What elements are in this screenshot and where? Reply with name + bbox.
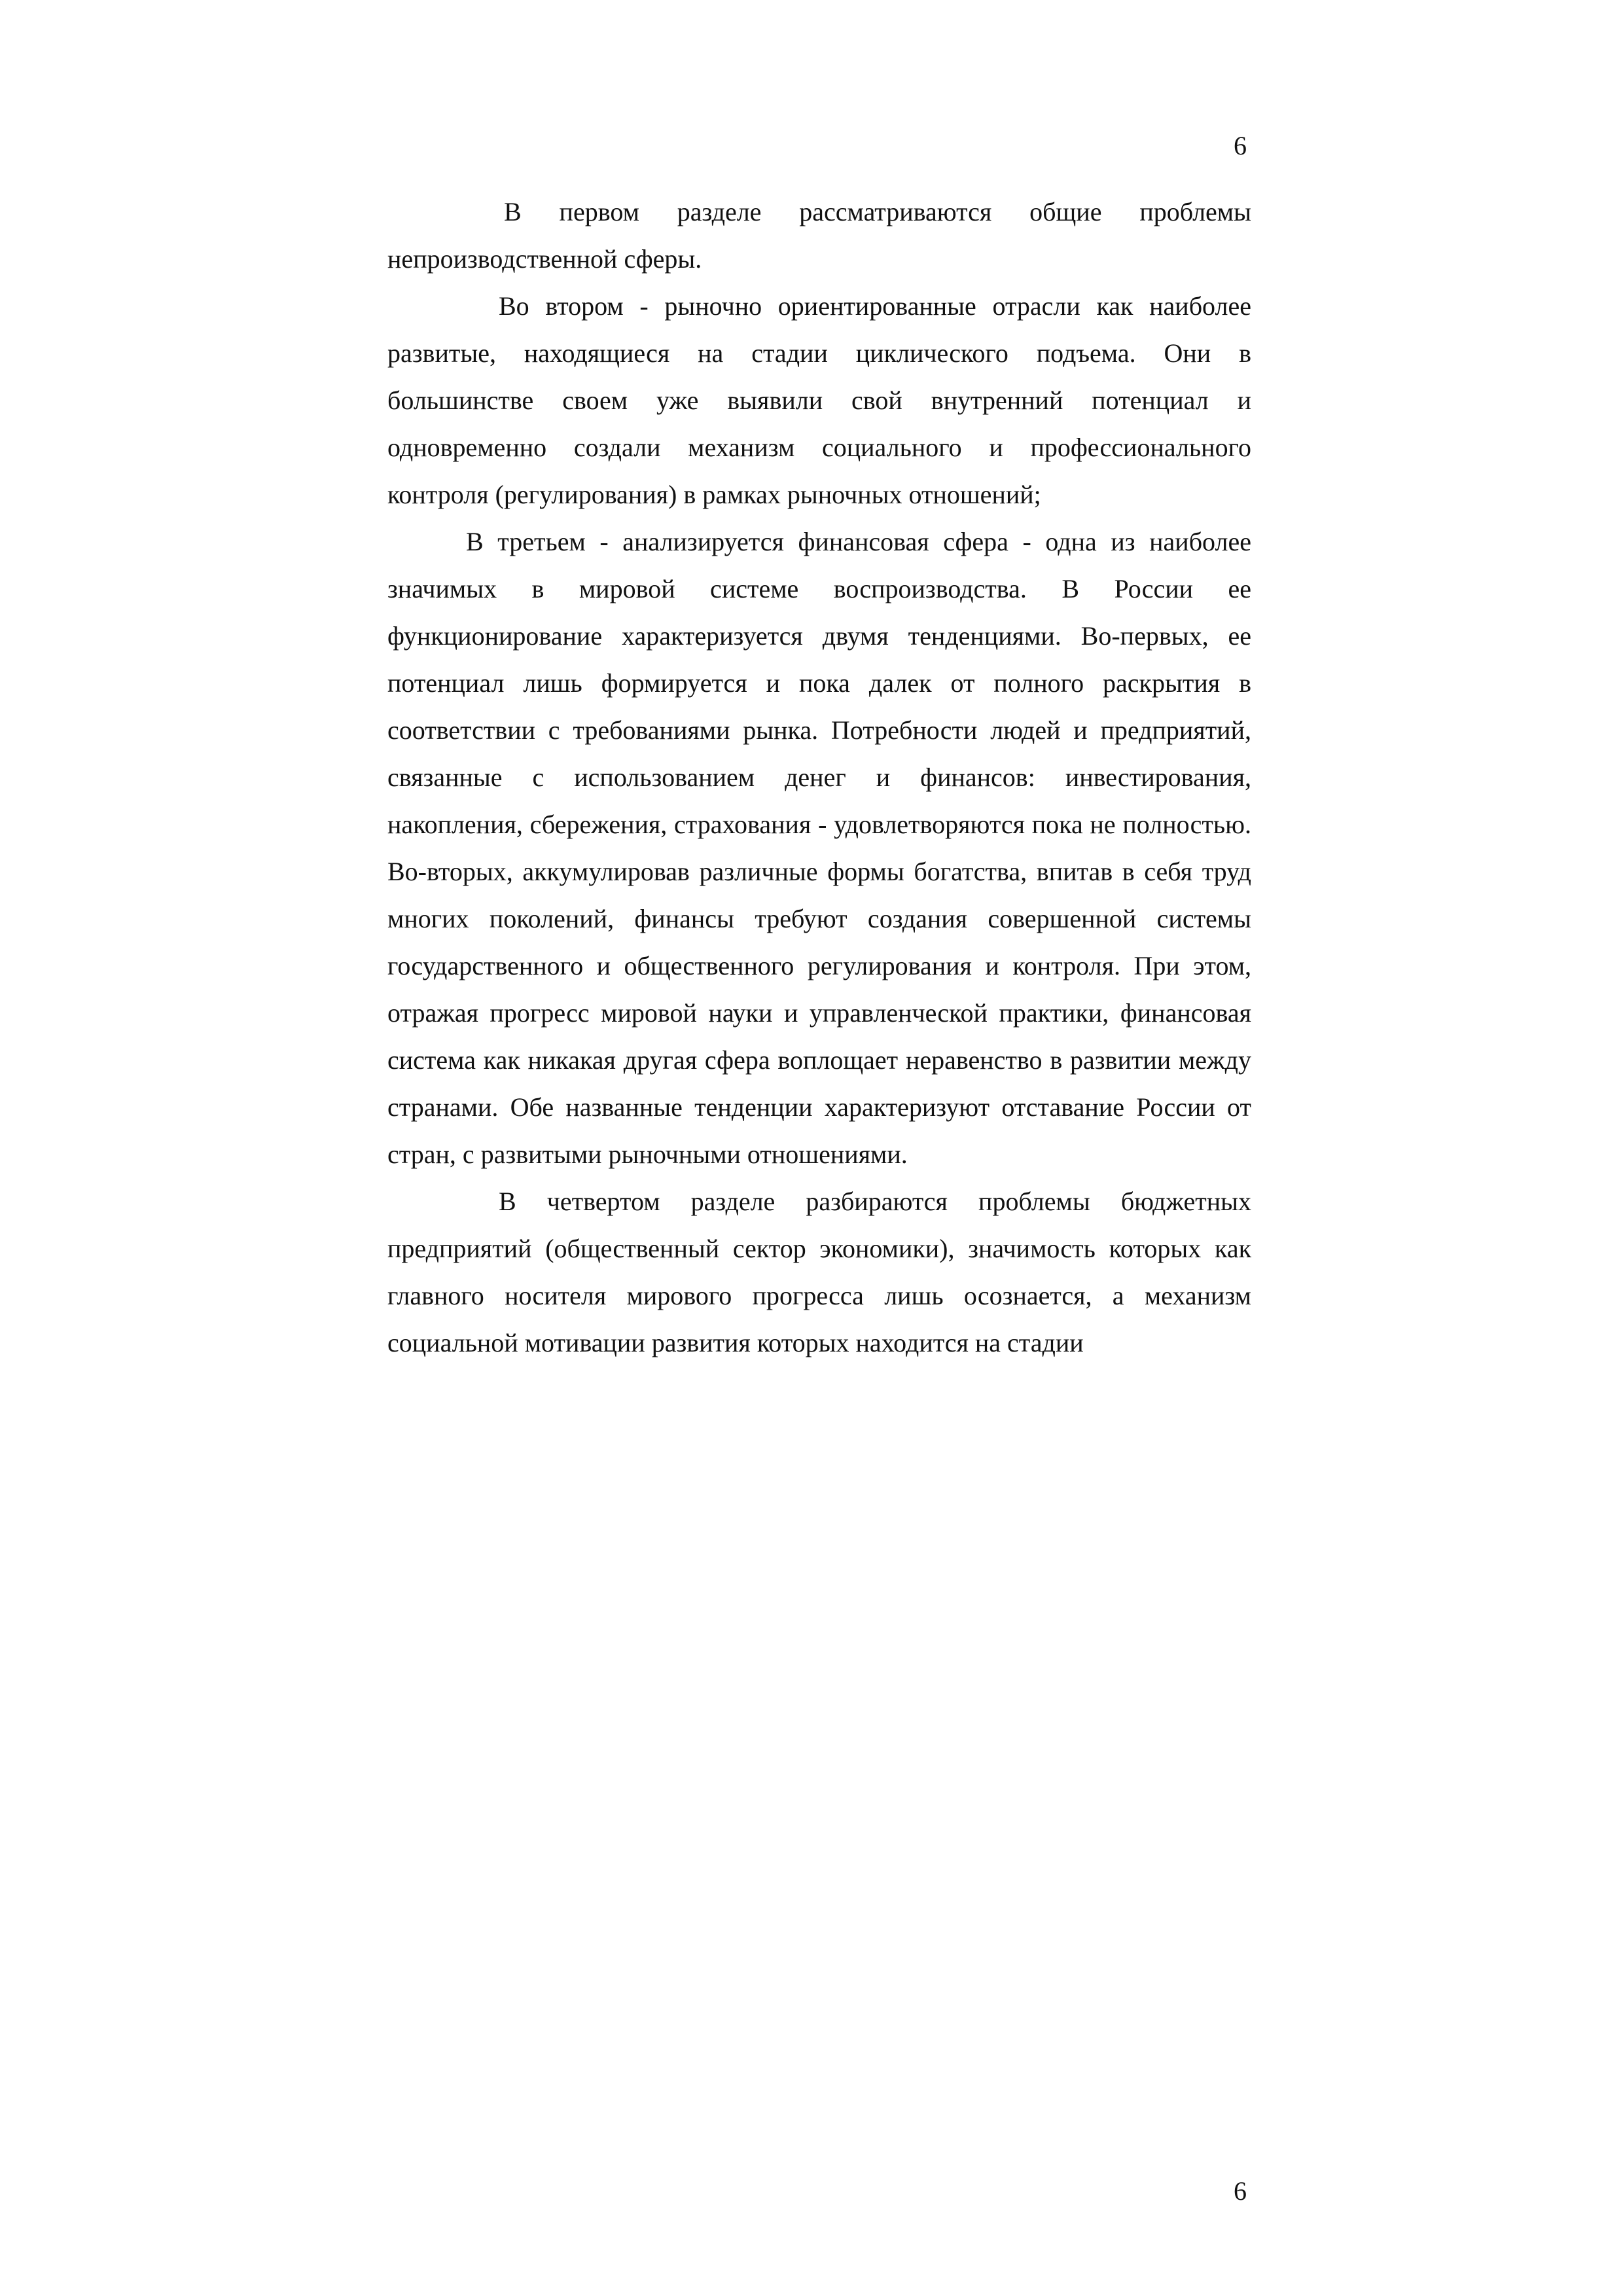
- paragraph-section-one: В первом разделе рассматриваются общие проблемы непроизводственной сферы.: [387, 197, 1251, 274]
- document-body: [387, 188, 1251, 1367]
- page-number-bottom: 6: [1234, 2176, 1247, 2206]
- paragraph-section-two: Во втором - рыночно ориентированные отрасли как наиболее развитые, находящиеся на стадии циклического подъема. Они в большинстве своем уже выявили свой внутренний потенциал и одновременно создали механизм социального и профессионального контроля (регулирования) в рамках рыночных отношений;: [387, 291, 1251, 509]
- paragraph-section-four: В четвертом разделе разбираются проблемы бюджетных предприятий (общественный сектор экономики), значимость которых как главного носителя мирового прогресса лишь осознается, а механизм социальной мотивации развития которых находится на стадии: [387, 1187, 1251, 1357]
- page-number-top: 6: [1234, 131, 1247, 160]
- paragraph-section-three: В третьем - анализируется финансовая сфера - одна из наиболее значимых в мировой системе воспроизводства. В России ее функционирование характеризуется двумя тенденциями. Во-первых, ее потенциал лишь формируется и пока далек от полного раскрытия в соответствии с требованиями рынка. Потребности людей и предприятий, связанные с использованием денег и финансов: инвестирования, накопления, сбережения, страхования - удовлетворяются пока не полностью. Во-вторых, аккумулировав различные формы богатства, впитав в себя труд многих поколений, финансы требуют создания совершенной системы государственного и общественного регулирования и контроля. При этом, отражая прогресс мировой науки и управленческой практики, финансовая система как никакая другая сфера воплощает неравенство в развитии между странами. Обе названные тенденции характеризуют отставание России от стран, с развитыми рыночными отношениями.: [387, 527, 1251, 1169]
